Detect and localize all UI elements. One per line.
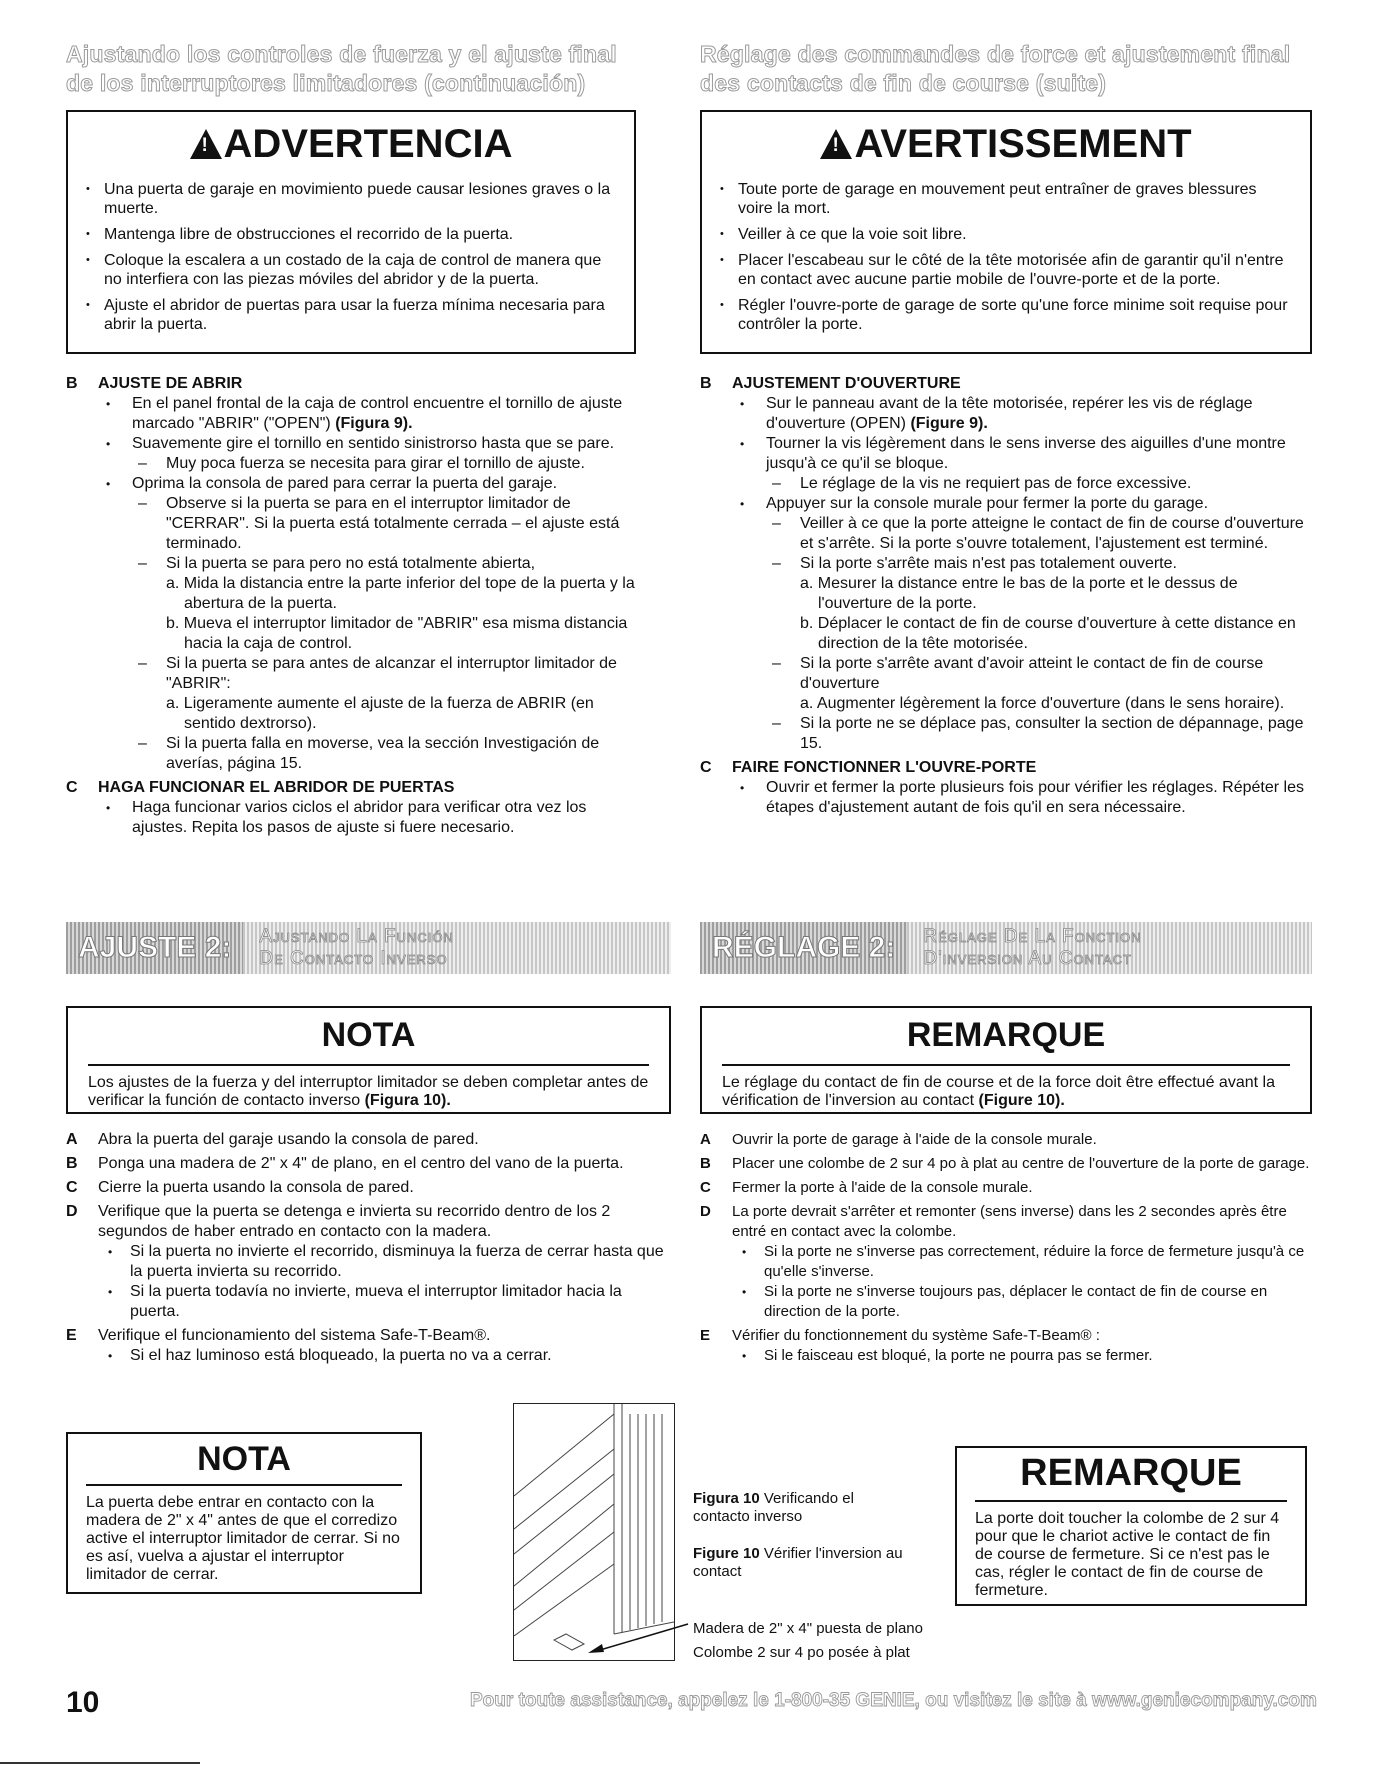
- section-b-es: [66, 374, 636, 774]
- step-item: B Ponga una madera de 2" x 4" de plano, en el centro del vano de la puerta.: [66, 1155, 624, 1172]
- section-b-fr: [700, 374, 1312, 754]
- section-letter: C: [66, 779, 78, 796]
- warning-item: • Régler l'ouvre-porte de garage de sorte qu'une force minime soit requise pour contrôler la porte.: [720, 296, 1292, 334]
- dash-item: – Si la porte s'arrête mais n'est pas totalement ouverte.: [766, 554, 1312, 574]
- banner-tag: RÉGLAGE 2:: [700, 922, 907, 974]
- sub-bullet: • Si la porte ne s'inverse pas correctement, réduire la force de fermeture jusqu'à ce qu'elle s'inverse.: [732, 1242, 1312, 1282]
- banner-es: [66, 922, 671, 974]
- note-heading: REMARQUE: [1020, 1452, 1242, 1494]
- step-item: C Cierre la puerta usando la consola de pared.: [66, 1179, 414, 1196]
- divider: [0, 1762, 200, 1764]
- sub-item: a. Ligeramente aumente el ajuste de la fuerza de ABRIR (en sentido dextrorso).: [166, 695, 594, 732]
- note-text: La puerta debe entrar en contacto con la madera de 2" x 4" antes de que el corredizo active el interruptor limitador de cerrar. Si no es así, vuelva a ajustar el interruptor limitador de cerrar.: [86, 1484, 402, 1584]
- warning-triangle-icon: [820, 129, 852, 159]
- callout-arrow: [580, 1620, 690, 1660]
- note-box-es: [66, 1006, 671, 1114]
- figure-caption-fr: Figure 10 Vérifier l'inversion au contact: [693, 1545, 903, 1580]
- warning-heading-es: ! ADVERTENCIA: [86, 122, 616, 166]
- bullet-item: • Tourner la vis légèrement dans le sens inverse des aiguilles d'une montre jusqu'à ce qu'il se bloque.: [732, 434, 1312, 474]
- steps-fr: [700, 1130, 1312, 1370]
- step-item: E Verifique el funcionamiento del sistema Safe-T-Beam®. • Si el haz luminoso está bloqueado, la puerta no va a cerrar.: [66, 1326, 671, 1366]
- dash-item: – Observe si la puerta se para en el interruptor limitador de "CERRAR". Si la puerta está totalmente cerrada – el ajuste está terminado.: [132, 494, 636, 554]
- step-item: B Placer une colombe de 2 sur 4 po à plat au centre de l'ouverture de la porte de garage.: [700, 1155, 1310, 1172]
- bullet-item: • Sur le panneau avant de la tête motorisée, repérer les vis de réglage d'ouverture (OPEN) (Figure 9).: [732, 394, 1312, 434]
- banner-subtitle: Ajustando La Función De Contacto Inverso: [243, 922, 671, 974]
- warning-item: • Coloque la escalera a un costado de la caja de control de manera que no interfiera con las piezas móviles del abridor y de la puerta.: [86, 251, 616, 289]
- bullet-item: • Appuyer sur la console murale pour fermer la porte du garage.: [732, 494, 1312, 514]
- dash-item: – Muy poca fuerza se necesita para girar el tornillo de ajuste.: [132, 454, 636, 474]
- sub-item: a. Augmenter légèrement la force d'ouverture (dans le sens horaire).: [800, 695, 1285, 712]
- step-item: D La porte devrait s'arrêter et remonter (sens inverse) dans les 2 secondes après être entré en contact avec la colombe. • Si la porte ne s'inverse pas correctement, réduire la force de fermeture jusqu'à ce qu'elle s'inverse. • Si la porte ne s'inverse toujours pas, déplacer le contact de fin de course en direction de la porte.: [700, 1202, 1312, 1322]
- warning-box-fr: [700, 110, 1312, 354]
- section-title-es: Ajustando los controles de fuerza y el ajuste final de los interruptores limitadores (continuación): [66, 41, 617, 96]
- warning-triangle-icon: [190, 129, 222, 159]
- sub-bullet: • Si el haz luminoso está bloqueado, la puerta no va a cerrar.: [98, 1346, 671, 1366]
- section-letter: C: [700, 759, 712, 776]
- note-heading: REMARQUE: [906, 1016, 1106, 1054]
- banner-fr: [700, 922, 1312, 974]
- figure-caption-es: Figura 10 Verificando el contacto inverso: [693, 1490, 854, 1525]
- dash-item: – Veiller à ce que la porte atteigne le contact de fin de course d'ouverture et s'arrête. Si la porte s'ouvre totalement, l'ajustement est terminé.: [766, 514, 1312, 554]
- dash-item: – Le réglage de la vis ne requiert pas de force excessive.: [766, 474, 1312, 494]
- note-text: Los ajustes de la fuerza y del interruptor limitador se deben completar antes de verificar la función de contacto inverso (Figura 10).: [88, 1064, 649, 1110]
- sub-item: a. Mida la distancia entre la parte inferior del tope de la puerta y la abertura de la puerta.: [166, 575, 635, 612]
- warning-item: • Una puerta de garaje en movimiento puede causar lesiones graves o la muerte.: [86, 180, 616, 218]
- warning-item: • Placer l'escabeau sur le côté de la tête motorisée afin de garantir qu'il n'entre en contact avec aucune partie mobile de l'ouvre-porte et de la porte.: [720, 251, 1292, 289]
- bullet-item: • En el panel frontal de la caja de control encuentre el tornillo de ajuste marcado "ABRIR" ("OPEN") (Figura 9).: [98, 394, 636, 434]
- sub-bullet: • Si le faisceau est bloqué, la porte ne pourra pas se fermer.: [732, 1346, 1312, 1366]
- dash-item: – Si la puerta se para antes de alcanzar el interruptor limitador de "ABRIR":: [132, 654, 636, 694]
- dash-item: – Si la puerta falla en moverse, vea la sección Investigación de averías, página 15.: [132, 734, 636, 774]
- section-heading: AJUSTEMENT D'OUVERTURE: [732, 375, 961, 392]
- sub-item: b. Mueva el interruptor limitador de "ABRIR" esa misma distancia hacia la caja de control.: [166, 615, 628, 652]
- steps-es: [66, 1130, 671, 1370]
- note-text: La porte doit toucher la colombe de 2 sur 4 pour que le chariot active le contact de fin de course de fermeture. Si ce n'est pas le cas, régler le contact de fin de course de fermeture.: [975, 1500, 1287, 1600]
- footer-contact: Pour toute assistance, appelez le 1-800-35 GENIE, ou visitez le site à www.geniecompany.com: [470, 1690, 1317, 1711]
- section-heading: AJUSTE DE ABRIR: [98, 375, 243, 392]
- dash-item: – Si la puerta se para pero no está totalmente abierta,: [132, 554, 636, 574]
- warning-item: • Mantenga libre de obstrucciones el recorrido de la puerta.: [86, 225, 616, 244]
- step-item: A Ouvrir la porte de garage à l'aide de la console murale.: [700, 1131, 1097, 1148]
- section-letter: B: [66, 375, 78, 392]
- bullet-item: • Suavemente gire el tornillo en sentido sinistrorso hasta que se pare.: [98, 434, 636, 454]
- bullet-item: • Oprima la consola de pared para cerrar la puerta del garaje.: [98, 474, 636, 494]
- warning-item: • Veiller à ce que la voie soit libre.: [720, 225, 1292, 244]
- sub-item: b. Déplacer le contact de fin de course d'ouverture à cette distance en direction de la tête motorisée.: [800, 615, 1296, 652]
- warning-list-es: [86, 180, 616, 334]
- sub-bullet: • Si la puerta todavía no invierte, mueva el interruptor limitador hacia la puerta.: [98, 1282, 671, 1322]
- note2-box-fr: [955, 1446, 1307, 1606]
- warning-item: • Ajuste el abridor de puertas para usar la fuerza mínima necesaria para abrir la puerta.: [86, 296, 616, 334]
- sub-bullet: • Si la porte ne s'inverse toujours pas, déplacer le contact de fin de course en direction de la porte.: [732, 1282, 1312, 1322]
- section-letter: B: [700, 375, 712, 392]
- warning-box-es: [66, 110, 636, 354]
- sub-bullet: • Si la puerta no invierte el recorrido, disminuya la fuerza de cerrar hasta que la puerta invierta su recorrido.: [98, 1242, 671, 1282]
- bullet-item: • Haga funcionar varios ciclos el abridor para verificar otra vez los ajustes. Repita los pasos de ajuste si fuere necesario.: [98, 798, 636, 838]
- dash-item: – Si la porte s'arrête avant d'avoir atteint le contact de fin de course d'ouverture: [766, 654, 1312, 694]
- note-heading: NOTA: [321, 1016, 416, 1054]
- step-item: E Vérifier du fonctionnement du système Safe-T-Beam® : • Si le faisceau est bloqué, la porte ne pourra pas se fermer.: [700, 1326, 1312, 1366]
- section-heading: FAIRE FONCTIONNER L'OUVRE-PORTE: [732, 759, 1037, 776]
- warning-list-fr: [720, 180, 1292, 334]
- note-text: Le réglage du contact de fin de course et de la force doit être effectué avant la vérification de l'inversion au contact (Figure 10).: [722, 1064, 1290, 1110]
- step-item: D Verifique que la puerta se detenga e invierta su recorrido dentro de los 2 segundos de haber entrado en contacto con la madera. • Si la puerta no invierte el recorrido, disminuya la fuerza de cerrar hasta que la puerta invierta su recorrido. • Si la puerta todavía no invierte, mueva el interruptor limitador hacia la puerta.: [66, 1202, 671, 1322]
- section-c-es: [66, 778, 636, 838]
- banner-tag: AJUSTE 2:: [66, 922, 243, 974]
- note-box-fr: [700, 1006, 1312, 1114]
- dash-item: – Si la porte ne se déplace pas, consulter la section de dépannage, page 15.: [766, 714, 1312, 754]
- sub-item: a. Mesurer la distance entre le bas de la porte et le dessus de l'ouverture de la porte.: [800, 575, 1238, 612]
- note-heading: NOTA: [197, 1440, 291, 1478]
- bullet-item: • Ouvrir et fermer la porte plusieurs fois pour vérifier les réglages. Répéter les étapes d'ajustement autant de fois qu'il en sera nécessaire.: [732, 778, 1312, 818]
- section-heading: HAGA FUNCIONAR EL ABRIDOR DE PUERTAS: [98, 779, 455, 796]
- figure-callout: Madera de 2" x 4" puesta de plano Colombe 2 sur 4 po posée à plat: [693, 1620, 923, 1661]
- banner-subtitle: Réglage De La Fonction D'inversion Au Contact: [907, 922, 1312, 974]
- left-column: [66, 40, 636, 838]
- section-title-fr: Réglage des commandes de force et ajustement final des contacts de fin de course (suite): [700, 41, 1291, 96]
- step-item: C Fermer la porte à l'aide de la console murale.: [700, 1179, 1033, 1196]
- page-number: 10: [66, 1686, 100, 1719]
- right-column: [700, 40, 1312, 818]
- section-c-fr: [700, 758, 1312, 818]
- note2-box-es: [66, 1432, 422, 1594]
- step-item: A Abra la puerta del garaje usando la consola de pared.: [66, 1131, 479, 1148]
- warning-item: • Toute porte de garage en mouvement peut entraîner de graves blessures voire la mort.: [720, 180, 1292, 218]
- warning-heading-fr: ! AVERTISSEMENT: [720, 122, 1292, 166]
